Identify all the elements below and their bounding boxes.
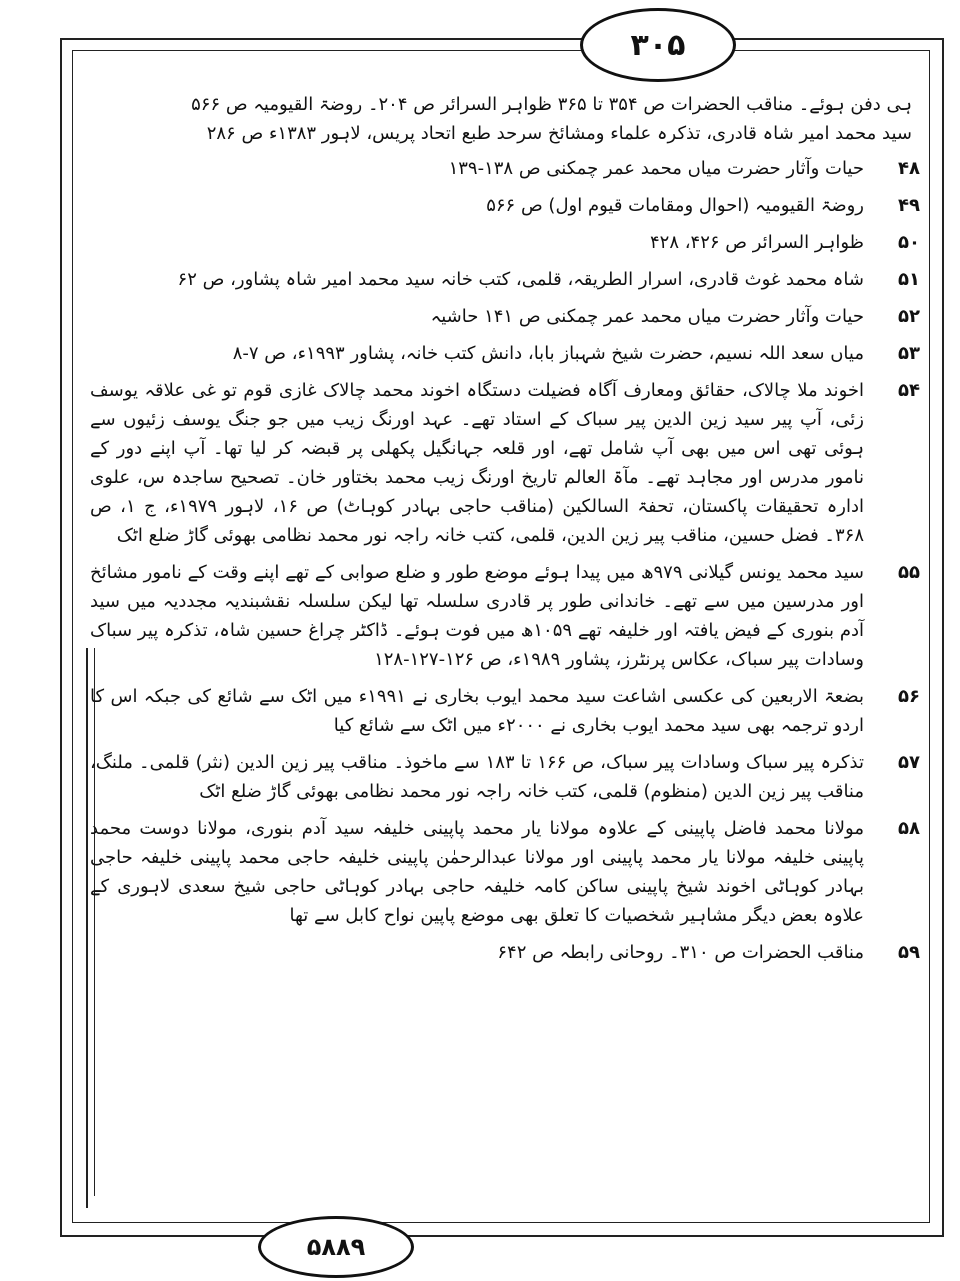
- footnote-number: ۵۲: [898, 306, 920, 327]
- footnote-text: تذکرہ پیر سباک وسادات پیر سباک، ص ۱۶۶ تا ۱۸۳ سے ماخوذ۔ مناقب پیر زین الدین (نثر) قلمی۔ ملنگ، مناقب پیر زین الدین (منظوم) قلمی، کتب خانہ راجہ نور محمد نظامی بھوئی گاڑ ضلع اٹک: [90, 752, 865, 802]
- footnote-number: ۴۸: [898, 158, 920, 179]
- footnote: [90, 339, 920, 368]
- footnote-number: ۵۶: [898, 686, 920, 707]
- footnote-number: ۵۳: [898, 343, 920, 364]
- footnote: [90, 191, 920, 220]
- footnote-text: بضعۃ الاربعین کی عکسی اشاعت سید محمد ایوب بخاری نے ۱۹۹۱ء میں اٹک سے شائع کی جبکہ اس کا اردو ترجمہ بھی سید محمد ایوب بخاری نے ۲۰۰۰ء میں اٹک سے شائع کیا: [90, 686, 864, 736]
- page-number-badge: [580, 8, 736, 82]
- footnote-number: ۵۷: [898, 752, 920, 773]
- footnote-text: حیات وآثار حضرت میاں محمد عمر چمکنی ص ۱۴۱ حاشیہ: [430, 306, 864, 327]
- footnote-number: ۵۵: [898, 562, 920, 583]
- footnote-text: مناقب الحضرات ص ۳۱۰۔ روحانی رابطہ ص ۶۴۲: [497, 942, 864, 963]
- footnote-number: ۵۰: [898, 232, 920, 253]
- page-number: ۳۰۵: [630, 27, 686, 63]
- footnote: [90, 302, 920, 331]
- intro-line: ہی دفن ہوئے۔ مناقب الحضرات ص ۳۵۴ تا ۳۶۵ ظواہر السرائر ص ۲۰۴۔ روضۃ القیومیہ ص ۵۶۶: [191, 94, 912, 115]
- footnote: [90, 376, 920, 550]
- footnote: [90, 265, 920, 294]
- footnote-number: ۴۹: [898, 195, 920, 216]
- footnote: [90, 154, 920, 183]
- bottom-number-badge: [258, 1216, 414, 1278]
- footnote: [90, 682, 920, 740]
- bottom-number: ۵۸۸۹: [306, 1233, 366, 1261]
- footnote-number: ۵۹: [898, 942, 920, 963]
- footnote: [90, 748, 920, 806]
- footnote-text: میاں سعد اللہ نسیم، حضرت شیخ شہباز بابا، دانش کتب خانہ، پشاور ۱۹۹۳ء، ص ۷-۸: [232, 343, 864, 364]
- footnote-text: روضۃ القیومیہ (احوال ومقامات قیوم اول) ص ۵۶۶: [486, 195, 864, 216]
- footnote-number: ۵۱: [898, 269, 920, 290]
- footnote-text: سید محمد یونس گیلانی ۹۷۹ھ میں پیدا ہوئے موضع طور و ضلع صوابی کے تھے اپنے وقت کے نامور مشائخ اور مدرسین میں سے تھے۔ خاندانی طور پر قادری سلسلہ تھا لیکن سلسلہ نقشبندیہ مجددیہ میں سید آدم بنوری کے فیض یافتہ اور خلیفہ تھے ۱۰۵۹ھ میں فوت ہوئے۔ ڈاکٹر چراغ حسین شاہ، تذکرہ پیر سباک وسادات پیر سباک، عکاس پرنٹرز، پشاور ۱۹۸۹ء، ص ۱۲۶-۱۲۷-۱۲۸: [90, 562, 865, 670]
- footnote-text: ظواہر السرائر ص ۴۲۶، ۴۲۸: [649, 232, 864, 253]
- footnote-number: ۵۸: [898, 818, 920, 839]
- footnote: [90, 558, 920, 674]
- intro-paragraph: [90, 90, 920, 148]
- footnote: [90, 228, 920, 257]
- footnote: [90, 938, 920, 967]
- footnote-text: اخوند ملا چالاک، حقائق ومعارف آگاہ فضیلت دستگاہ اخوند محمد چالاک غازی قوم تو غی علاقہ یوسف زئی، آپ پیر سید زین الدین پیر سباک کے استاد تھے۔ عہد اورنگ زیب میں جو جنگ یوسف زئیوں سے ہوئی تھی اس میں بھی آپ شامل تھے، اور قلعہ جہانگیل پکھلی پر قبضہ کر لیا تھا۔ آپ اپنے دور کے نامور مدرس اور مجاہد تھے۔ مآۃ العالم تاریخ اورنگ زیب محمد بختاور خان۔ تصحیح ساجدہ س، علوی ادارہ تحقیقات پاکستان، تحفۃ السالکین (مناقب حاجی بہادر کوہاٹ) ص ۱۶، لاہور ۱۹۷۹ء، ج ۱، ص ۳۶۸۔ فضل حسین، مناقب پیر زین الدین، قلمی، کتب خانہ راجہ نور محمد نظامی بھوئی گاڑ ضلع اٹک: [90, 380, 865, 546]
- intro-line: سید محمد امیر شاہ قادری، تذکرہ علماء ومشائخ سرحد طبع اتحاد پریس، لاہور ۱۳۸۳ء ص ۲۸۶: [206, 123, 912, 144]
- footnote-text: حیات وآثار حضرت میاں محمد عمر چمکنی ص ۱۳۸-۱۳۹: [448, 158, 864, 179]
- footnote-number: ۵۴: [898, 380, 920, 401]
- footnote: [90, 814, 920, 930]
- footnote-text: مولانا محمد فاضل پاپینی کے علاوہ مولانا یار محمد پاپینی خلیفہ سید آدم بنوری، مولانا دوست محمد پاپینی خلیفہ مولانا یار محمد پاپینی اور مولانا عبدالرحمٰن پاپینی خلیفہ حاجی محمد پاپینی خلیفہ حاجی بہادر کوہاٹی اخوند شیخ پاپینی ساکن کامہ خلیفہ حاجی بہادر کوہاٹی حاجی شیخ سعدی لاہوری کے علاوہ بعض دیگر مشاہیر شخصیات کا تعلق بھی موضع پاپین نواح کابل سے تھا: [90, 818, 864, 926]
- document-body: [90, 90, 920, 975]
- footnote-text: شاہ محمد غوث قادری، اسرار الطریقہ، قلمی، کتب خانہ سید محمد امیر شاہ پشاور، ص ۶۲: [177, 269, 864, 290]
- left-decor-line: [86, 648, 88, 1208]
